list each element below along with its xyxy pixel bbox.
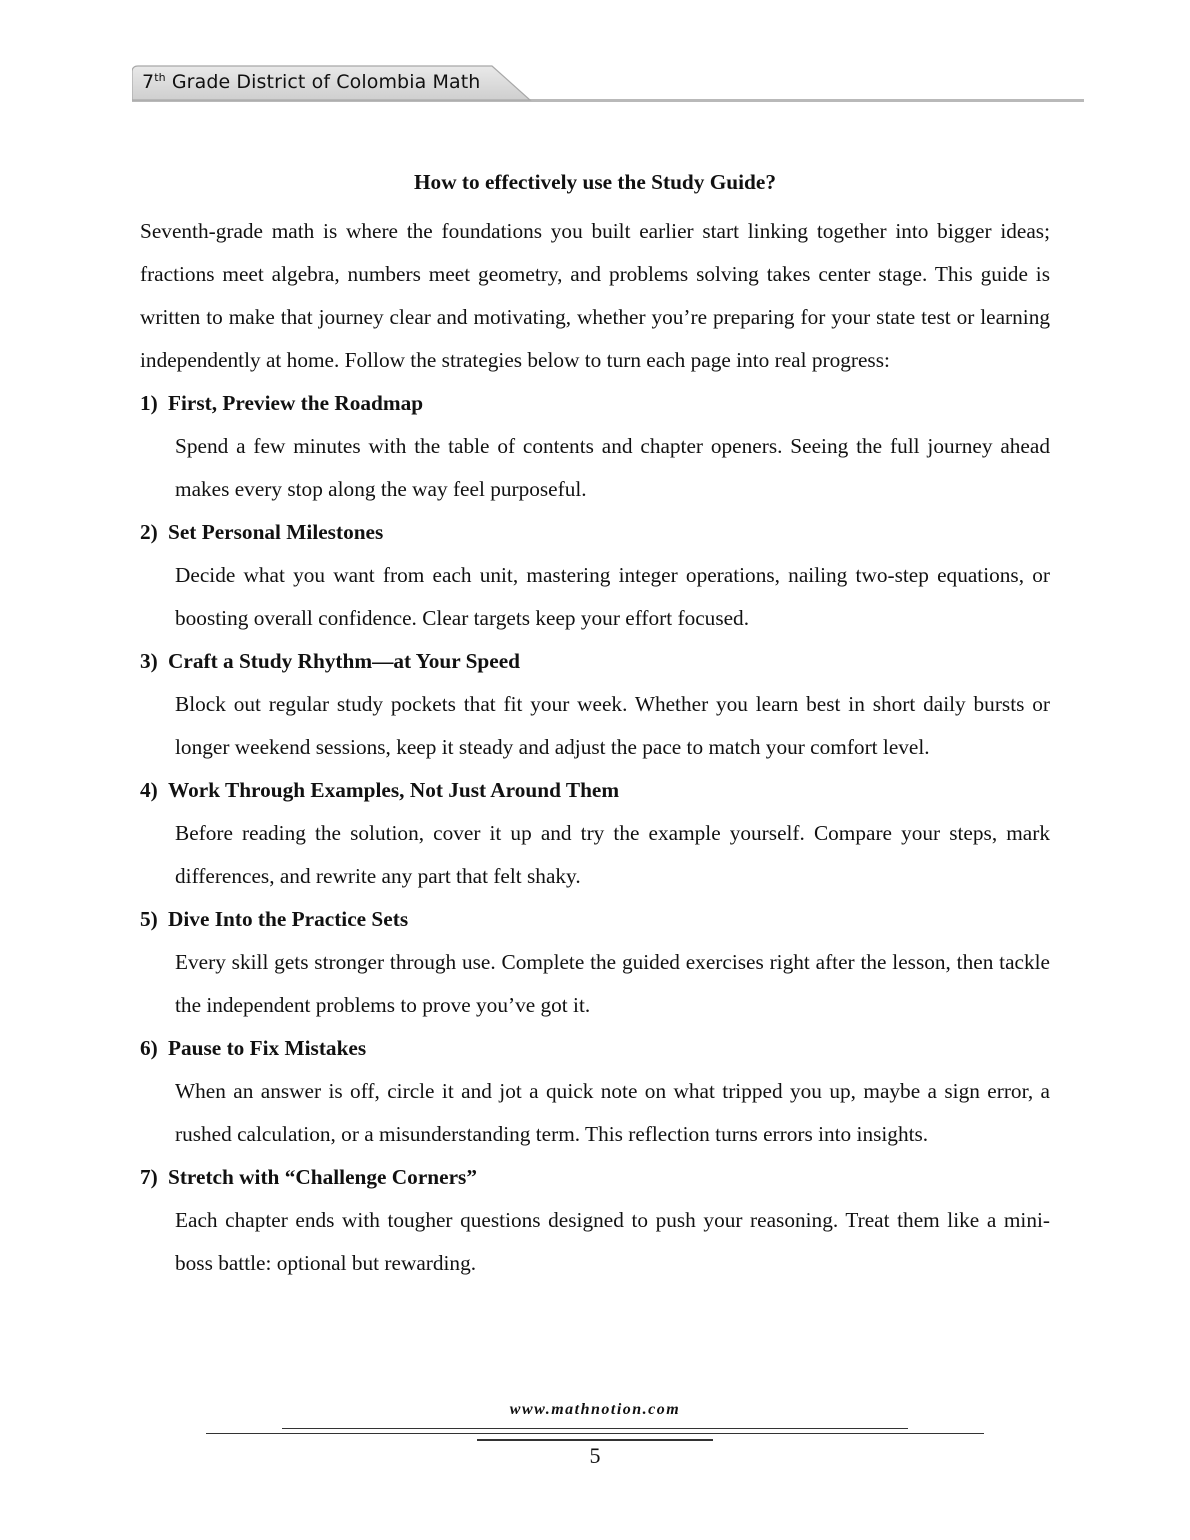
item-body: When an answer is off, circle it and jot a quick note on what tripped you up, maybe a sign error, a rushed calculation, or a misunderstanding term. This reflection turns errors into insights. [175,1079,1050,1146]
item-heading [140,1156,1050,1199]
footer-rule-middle [206,1433,984,1434]
footer-rule-bottom [477,1439,713,1441]
item-body: Before reading the solution, cover it up and try the example yourself. Compare your steps, mark differences, and rewrite any part that felt shaky. [175,821,1050,888]
list-item [140,511,1050,640]
item-number: 3) [140,649,158,673]
list-item [140,769,1050,898]
item-body: Every skill gets stronger through use. Complete the guided exercises right after the lesson, then tackle the independent problems to prove you’ve got it. [175,950,1050,1017]
item-body: Block out regular study pockets that fit your week. Whether you learn best in short daily bursts or longer weekend sessions, keep it steady and adjust the pace to match your comfort level. [175,692,1050,759]
item-number: 1) [140,391,158,415]
item-heading [140,769,1050,812]
item-heading-text: Pause to Fix Mistakes [168,1036,367,1060]
item-heading [140,898,1050,941]
item-number: 2) [140,520,158,544]
header-title-rest: Grade District of Colombia Math [165,71,481,93]
header-title [142,71,480,93]
page-number: 5 [589,1443,601,1468]
list-item [140,640,1050,769]
item-heading [140,640,1050,683]
item-heading [140,511,1050,554]
page-title: How to effectively use the Study Guide? [413,170,777,194]
main-content [140,167,1050,1285]
list-item [140,382,1050,511]
list-item [140,1027,1050,1156]
grade-suffix: th [154,71,166,84]
item-number: 4) [140,778,158,802]
intro-paragraph: Seventh-grade math is where the foundations you built earlier start linking together into bigger ideas; fractions meet algebra, numbers meet geometry, and problems solving takes center stage. This guide is written to make that journey clear and motivating, whether you’re preparing for your state test or learning independently at home. Follow the strategies below to turn each page into real progress: [140,219,1050,372]
item-heading [140,382,1050,425]
item-heading-text: Craft a Study Rhythm—at Your Speed [168,649,521,673]
item-heading [140,1027,1050,1070]
item-number: 6) [140,1036,158,1060]
item-heading-text: Set Personal Milestones [168,520,384,544]
grade-number: 7 [142,71,155,93]
item-heading-text: Stretch with “Challenge Corners” [168,1165,477,1189]
item-heading-text: Work Through Examples, Not Just Around Them [168,778,620,802]
item-number: 7) [140,1165,158,1189]
footer-website: www.mathnotion.com [509,1401,681,1418]
item-heading-text: Dive Into the Practice Sets [168,907,409,931]
footer-rule-top [282,1428,908,1429]
list-item [140,1156,1050,1285]
item-body: Decide what you want from each unit, mastering integer operations, nailing two-step equations, or boosting overall confidence. Clear targets keep your effort focused. [175,563,1050,630]
item-body: Each chapter ends with tougher questions designed to push your reasoning. Treat them like a mini-boss battle: optional but rewarding. [175,1208,1050,1275]
item-body: Spend a few minutes with the table of contents and chapter openers. Seeing the full journey ahead makes every stop along the way feel purposeful. [175,434,1050,501]
list-item [140,898,1050,1027]
item-heading-text: First, Preview the Roadmap [168,391,424,415]
item-number: 5) [140,907,158,931]
